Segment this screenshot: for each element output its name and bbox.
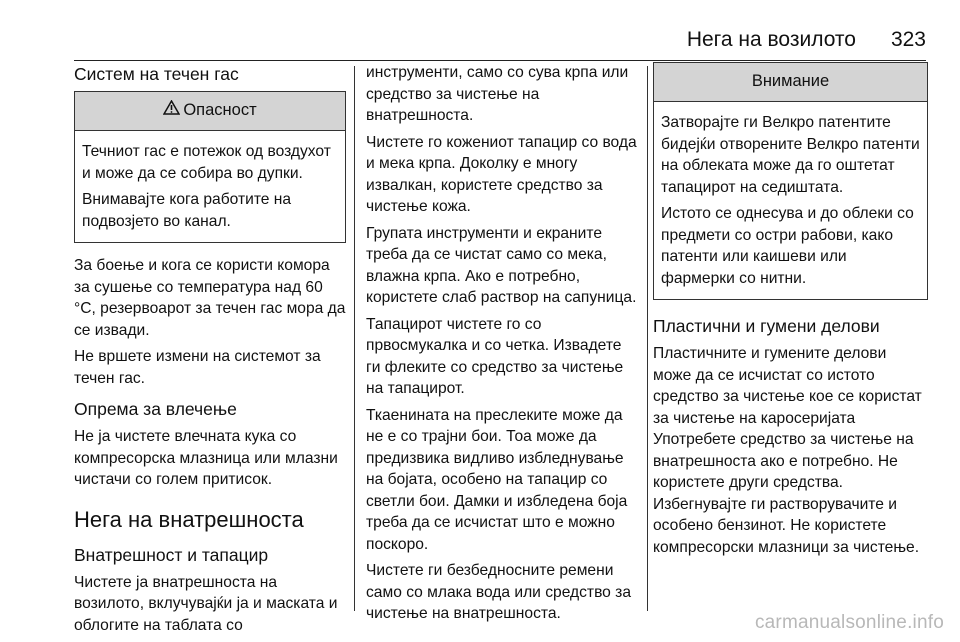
paragraph: Тапацирот чистете го со првосмукалка и со четка. Извадете ги флеките со средство за чистење на тапацирот. (366, 315, 624, 397)
caution-paragraph: Затворајте ги Велкро патентите бидејќи отворените Велкро патенти на облеката може да го оштетат тапацирот на седиштата. (661, 114, 920, 196)
danger-box-title-bar (75, 92, 345, 131)
heading-interior-upholstery: Внатрешност и тапацир (74, 544, 269, 565)
warning-triangle-icon (163, 100, 180, 122)
danger-paragraph: Внимавајте кога работите на подвозјето во канал. (82, 191, 292, 230)
paragraph: Не вршете измени на системот за течен гас. (74, 348, 321, 387)
section-title: Нега на возилото (686, 28, 856, 51)
caution-box (653, 62, 928, 300)
danger-box-title: Опасност (183, 101, 257, 120)
paragraph: Чистете ја внатрешноста на возилото, вклучувајќи ја и маската и облогите на таблата со (74, 573, 338, 634)
paragraph: инструменти, само со сува крпа или средство за чистење на внатрешноста. (366, 64, 629, 124)
column-divider-1 (354, 66, 355, 611)
column-2 (366, 62, 638, 630)
heading-interior-care: Нега на внатрешноста (74, 506, 304, 532)
caution-paragraph: Истото се однесува и до облеки со предмети со остри рабови, како патенти или каишеви или фармерки со нитни. (661, 205, 914, 287)
watermark: carmanualsonline.info (754, 612, 944, 633)
danger-paragraph: Течниот гас е потежок од воздухот и може да се собира во дупки. (82, 143, 331, 182)
paragraph: Чистете ги безбедносните ремени само со млака вода или средство за чистење на внатрешноста. (366, 562, 632, 622)
paragraph: Групата инструменти и екраните треба да се чистат само со мека, влажна крпа. Ако е потребно, користете слаб раствор на сапуница. (366, 224, 637, 306)
paragraph: За боење и кога се користи комора за сушење со температура над 60 °C, резервоарот за течен гас мора да се извади. (74, 257, 346, 339)
paragraph: Не ја чистете влечната кука со компресорска млазница или млазни чистачи со голем притисок. (74, 428, 338, 488)
heading-towing-equipment: Опрема за влечење (74, 399, 237, 419)
heading-lpg-system: Систем на течен гас (74, 64, 239, 84)
danger-box (74, 91, 346, 243)
paragraph: Чистете го кожениот тапацир со вода и мека крпа. Доколку е многу извалкан, користете средство за чистење кожа. (366, 133, 637, 215)
page-number: 323 (890, 28, 926, 51)
paragraph: Пластичните и гумените делови може да се исчистат со истото средство за чистење кое се користат за чистење на каросеријата Употребете средство за чистење на внатрешноста ако е потребно. Не користете други средства. Избегнувајте ги растворувачите и особено бензинот. Не користете компресорски млазници за чистење. (653, 345, 922, 556)
paragraph: Ткаенината на преслеките може да не е со трајни бои. Тоа може да предизвика видливо избледнување на бојата, особено на тапацир со светли бои. Дамки и избледена боја треба да се исчистат што е можно поскоро. (366, 406, 628, 553)
column-3 (653, 62, 928, 563)
column-divider-2 (647, 66, 648, 611)
caution-box-title: Внимание (751, 72, 830, 91)
heading-plastic-rubber-parts: Пластични и гумени делови (653, 316, 880, 336)
caution-box-title-bar (654, 63, 927, 102)
page-header (74, 26, 926, 61)
column-1 (74, 62, 346, 641)
